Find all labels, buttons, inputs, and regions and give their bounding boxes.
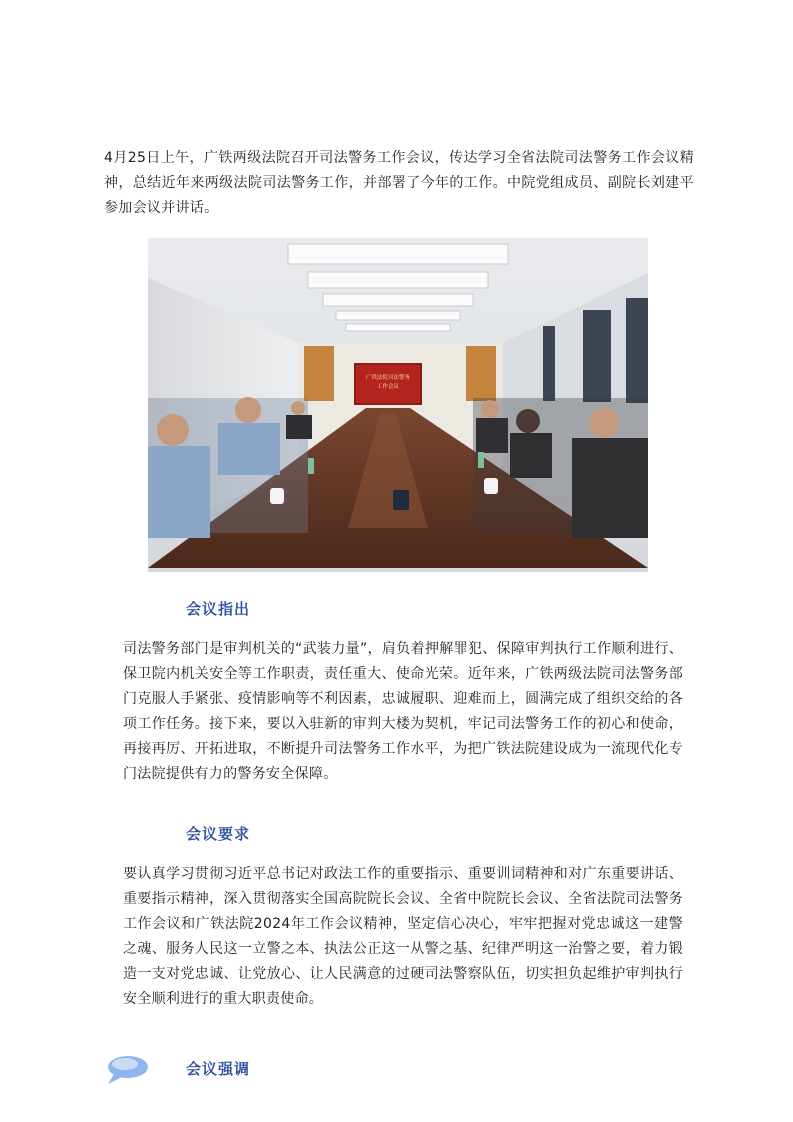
judge-body-right-3 bbox=[476, 418, 508, 453]
judge-head-right-2 bbox=[516, 409, 540, 433]
judge-body-right-2 bbox=[510, 433, 552, 478]
right-window-3 bbox=[626, 298, 648, 403]
judge-head-right-front bbox=[589, 408, 619, 438]
teacup-right bbox=[484, 478, 498, 494]
section-heading-3: 会议强调 bbox=[186, 1060, 251, 1078]
section-heading-2: 会议要求 bbox=[186, 825, 251, 843]
section-body-2: 要认真学习贯彻习近平总书记对政法工作的重要指示、重要训词精神和对广东重要讲话、重要指示精神，深入贯彻落实全国高院院长会议、全省中院院长会议、全省法院司法警务工作会议和广铁法院2024年工作会议精神，坚定信心决心，牢牢把握对党忠诚这一建警之魂、服务人民这一立警之本、执法公正这一从警之基、纪律严明这一治警之要，着力锻造一支对党忠诚、让党放心、让人民满意的过硬司法警察队伍，切实担负起维护审判执行安全顺利进行的重大职责使命。 bbox=[123, 866, 683, 1007]
speech-bubble-icon bbox=[104, 1052, 150, 1086]
judge-head-right-3 bbox=[481, 400, 499, 418]
ceiling-light-2 bbox=[308, 272, 488, 288]
ceiling-light-1 bbox=[288, 244, 508, 264]
officer-head-left-front bbox=[157, 414, 189, 446]
officer-head-left-2 bbox=[235, 397, 261, 423]
microphone-base bbox=[393, 490, 409, 510]
ceiling-light-4 bbox=[336, 311, 460, 320]
water-bottle-right bbox=[478, 452, 484, 468]
officer-body-left-3 bbox=[286, 415, 312, 439]
teacup-left bbox=[270, 488, 284, 504]
screen-text-line2: 工作会议 bbox=[376, 384, 400, 390]
right-window-1 bbox=[543, 326, 555, 401]
screen-text-line1: 广铁法院司法警务 bbox=[365, 375, 411, 381]
ceiling-light-5 bbox=[346, 324, 450, 331]
water-bottle-left bbox=[308, 458, 314, 474]
meeting-photo bbox=[148, 238, 648, 572]
officer-head-left-3 bbox=[291, 401, 305, 415]
officer-body-left-front bbox=[148, 446, 210, 538]
section-heading-1: 会议指出 bbox=[186, 600, 251, 618]
right-window-2 bbox=[583, 310, 611, 402]
intro-paragraph: 4月25日上午，广铁两级法院召开司法警务工作会议，传达学习全省法院司法警务工作会议精神，总结近年来两级法院司法警务工作，并部署了今年的工作。中院党组成员、副院长刘建平参加会议并讲话。 bbox=[104, 150, 694, 216]
back-door-left bbox=[304, 346, 334, 401]
officer-body-left-2 bbox=[218, 423, 280, 475]
section-body-1: 司法警务部门是审判机关的“武装力量”，肩负着押解罪犯、保障审判执行工作顺利进行、保卫院内机关安全等工作职责，责任重大、使命光荣。近年来，广铁两级法院司法警务部门克服人手紧张、疫情影响等不利因素，忠诚履职、迎难而上，圆满完成了组织交给的各项工作任务。接下来，要以入驻新的审判大楼为契机，牢记司法警务工作的初心和使命，再接再厉、开拓进取，不断提升司法警务工作水平，为把广铁法院建设成为一流现代化专门法院提供有力的警务安全保障。 bbox=[123, 641, 683, 782]
judge-body-right-front bbox=[572, 438, 648, 538]
back-door-right bbox=[466, 346, 496, 401]
ceiling-light-3 bbox=[323, 294, 473, 306]
